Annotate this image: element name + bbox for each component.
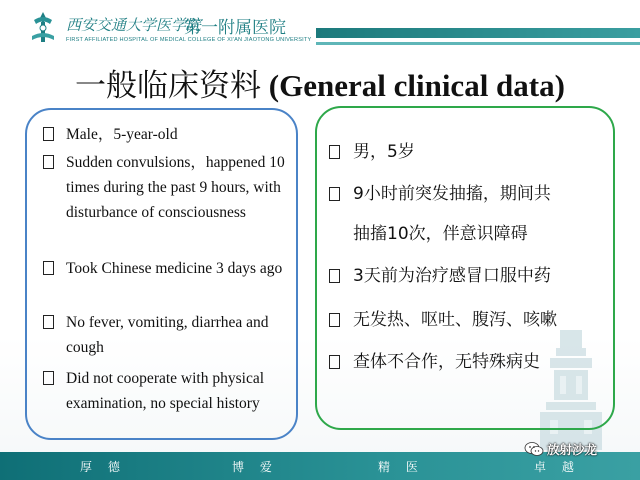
- square-bullet-icon: [329, 313, 340, 327]
- square-bullet-icon: [329, 145, 340, 159]
- list-item: [329, 172, 613, 216]
- watermark-text: 放射沙龙: [547, 442, 598, 457]
- motto-word: 精 医: [378, 460, 424, 474]
- school-name-en: FIRST AFFILIATED HOSPITAL OF MEDICAL COLLEGE OF XI'AN JIAOTONG UNIVERSITY: [66, 37, 312, 43]
- motto-word: 博 爱: [232, 460, 278, 474]
- hospital-name-cn: 第一附属医院: [184, 18, 286, 38]
- list-item: [329, 130, 613, 174]
- square-bullet-icon: [43, 261, 54, 275]
- list-item-continuation: [329, 212, 613, 256]
- list-item-text: No fever, vomiting, diarrhea and cough: [66, 314, 269, 356]
- list-item-text: Took Chinese medicine 3 days ago: [66, 260, 283, 277]
- watermark: [524, 440, 597, 458]
- list-item: [43, 310, 293, 360]
- slide-title-cn: 一般临床资料: [75, 68, 262, 104]
- list-item: [329, 340, 613, 384]
- list-item-text: 男，5岁: [353, 142, 415, 162]
- list-item: [329, 254, 613, 298]
- list-item: [43, 256, 293, 281]
- list-item: [43, 150, 293, 225]
- list-item-text: Did not cooperate with physical examination, no special history: [66, 370, 265, 412]
- slide-title-en: (General clinical data): [268, 68, 565, 103]
- list-item: [329, 298, 613, 342]
- wechat-icon: [524, 441, 544, 457]
- list-item-text: 查体不合作，无特殊病史: [353, 352, 540, 372]
- motto-word: 卓 越: [534, 460, 580, 474]
- header-accent-line: [316, 42, 640, 45]
- list-item-text: Sudden convulsions，happened 10 times during the past 9 hours, with disturbance of consciousness: [66, 154, 285, 221]
- square-bullet-icon: [43, 155, 54, 169]
- list-item-text: 3天前为治疗感冒口服中药: [353, 266, 551, 286]
- chinese-summary-panel: [315, 106, 615, 430]
- list-item-text: 无发热、呕吐、腹泻、咳嗽: [353, 310, 557, 330]
- list-item-text: Male，5-year-old: [66, 126, 178, 143]
- motto-word: 厚 德: [80, 460, 126, 474]
- square-bullet-icon: [43, 371, 54, 385]
- list-item: [43, 366, 293, 416]
- list-item-text: 9小时前突发抽搐，期间共: [353, 184, 551, 204]
- square-bullet-icon: [329, 187, 340, 201]
- square-bullet-icon: [329, 355, 340, 369]
- square-bullet-icon: [329, 269, 340, 283]
- hospital-emblem-icon: [28, 10, 58, 44]
- square-bullet-icon: [43, 127, 54, 141]
- school-name-cn: 西安交通大学医学院: [66, 16, 202, 34]
- list-item-text: 抽搐10次，伴意识障碍: [353, 224, 528, 244]
- square-bullet-icon: [43, 315, 54, 329]
- slide-title: [0, 60, 640, 104]
- english-summary-panel: [25, 108, 298, 440]
- header-accent-bar: [316, 28, 640, 38]
- header: [0, 0, 640, 56]
- list-item: [43, 122, 293, 147]
